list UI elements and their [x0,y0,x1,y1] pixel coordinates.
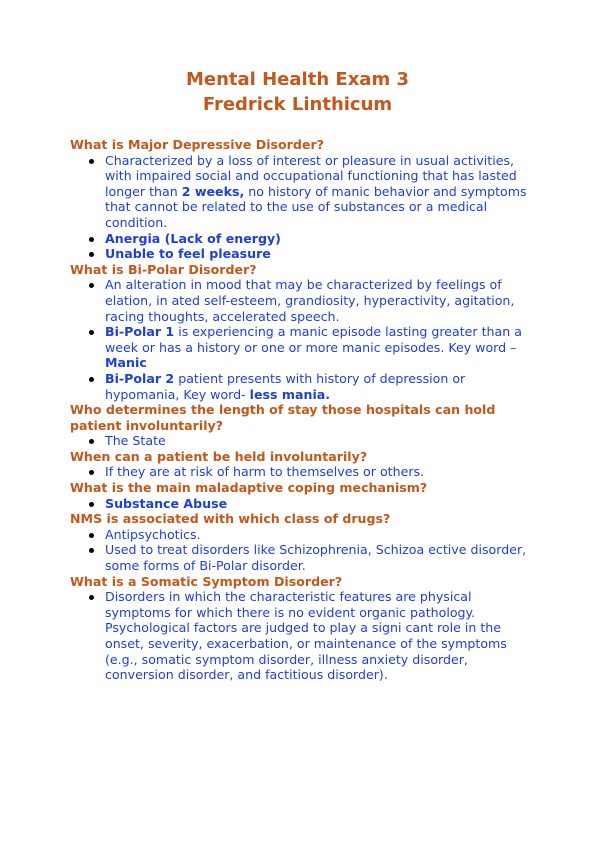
question-heading: What is a Somatic Symptom Disorder? [70,573,343,589]
question-heading: Who determines the length of stay those hospitals can hold patient involuntarily? [70,402,496,433]
qa-content [70,137,530,683]
answer-list [70,277,530,402]
answer-item: Substance Abuse [105,496,530,512]
answer-item: Bi-Polar 1 is experiencing a manic episode lasting greater than a week or has a history or one or more manic episodes. Key word – Manic [105,324,530,371]
answer-item: Unable to feel pleasure [105,246,530,262]
answer-item: The State [105,433,530,449]
answer-item: Disorders in which the characteristic features are physical symptoms for which there is no evident organic pathology. Psychological factors are judged to play a signi cant role in the onset, severity, exacerbation, or maintenance of the symptoms (e.g., somatic symptom disorder, illness anxiety disorder, conversion disorder, and factitious disorder). [105,589,530,683]
question-heading: When can a patient be held involuntarily? [70,448,368,464]
answer-list [70,527,530,574]
answer-list [70,153,530,262]
answer-item: If they are at risk of harm to themselves or others. [105,464,530,480]
answer-item: An alteration in mood that may be characterized by feelings of elation, in ated self-esteem, grandiosity, hyperactivity, agitation, racing thoughts, accelerated speech. [105,277,530,324]
answer-list [70,433,530,449]
answer-item: Used to treat disorders like Schizophrenia, Schizoa ective disorder, some forms of Bi-Polar disorder. [105,542,530,573]
question-heading: What is the main maladaptive coping mechanism? [70,480,428,496]
answer-list [70,496,530,512]
document-title: Mental Health Exam 3 [186,69,409,90]
answer-item: Bi-Polar 2 patient presents with history of depression or hypomania, Key word- less mania. [105,371,530,402]
answer-list [70,464,530,480]
answer-item: Characterized by a loss of interest or pleasure in usual activities, with impaired social and occupational functioning that has lasted longer than 2 weeks, no history of manic behavior and symptoms that cannot be related to the use of substances or a medical condition. [105,153,530,231]
answer-item: Anergia (Lack of energy) [105,231,530,247]
question-heading: What is Bi-Polar Disorder? [70,261,257,277]
document-author: Fredrick Linthicum [202,94,393,115]
question-heading: What is Major Depressive Disorder? [70,137,324,152]
question-heading: NMS is associated with which class of drugs? [70,511,391,527]
answer-item: Antipsychotics. [105,527,530,543]
answer-list [70,589,530,683]
